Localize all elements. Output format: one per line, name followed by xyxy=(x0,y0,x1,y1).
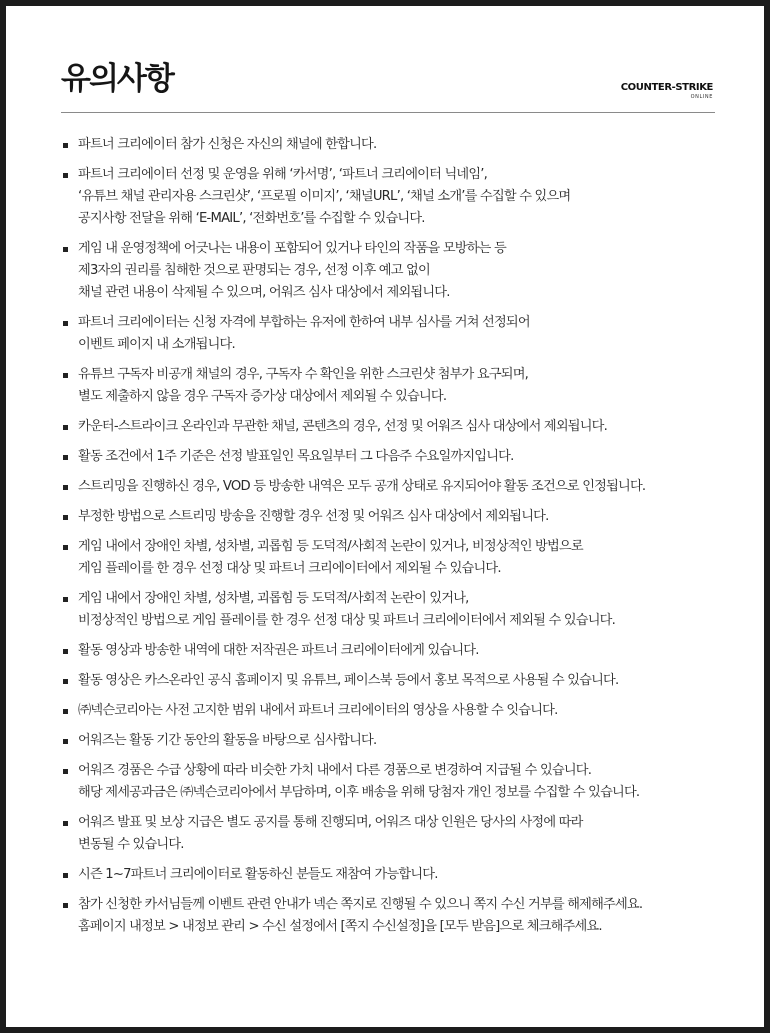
notice-item xyxy=(61,238,731,304)
bullet-square-icon xyxy=(63,455,68,460)
notice-text-line: 홈페이지 내정보 > 내정보 관리 > 수신 설정에서 [쪽지 수신설정]을 [모두 받음]으로 체크해주세요. xyxy=(78,919,602,934)
notice-item xyxy=(61,364,731,408)
notice-item xyxy=(61,894,731,938)
bullet-square-icon xyxy=(63,425,68,430)
bullet-square-icon xyxy=(63,821,68,826)
bullet-square-icon xyxy=(63,709,68,714)
notice-item xyxy=(61,536,731,580)
bullet-square-icon xyxy=(63,247,68,252)
notice-item xyxy=(61,670,731,692)
bullet-square-icon xyxy=(63,485,68,490)
notice-text-line: 채널 관련 내용이 삭제될 수 있으며, 어워즈 심사 대상에서 제외됩니다. xyxy=(78,285,450,300)
notice-text-line: 파트너 크리에이터 참가 신청은 자신의 채널에 한합니다. xyxy=(78,137,377,152)
notice-item xyxy=(61,416,731,438)
bullet-square-icon xyxy=(63,679,68,684)
bullet-square-icon xyxy=(63,373,68,378)
notice-item xyxy=(61,864,731,886)
bullet-square-icon xyxy=(63,173,68,178)
notice-item xyxy=(61,760,731,804)
notice-text-line: 비정상적인 방법으로 게임 플레이를 한 경우 선정 대상 및 파트너 크리에이터에서 제외될 수 있습니다. xyxy=(78,613,615,628)
counter-strike-online-logo xyxy=(591,82,715,104)
bullet-square-icon xyxy=(63,545,68,550)
notice-text-line: 스트리밍을 진행하신 경우, VOD 등 방송한 내역은 모두 공개 상태로 유지되어야 활동 조건으로 인정됩니다. xyxy=(78,479,646,494)
page-title: 유의사항 xyxy=(61,61,173,97)
notice-text-line: 변동될 수 있습니다. xyxy=(78,837,184,852)
notice-text-line: 제3자의 권리를 침해한 것으로 판명되는 경우, 선정 이후 예고 없이 xyxy=(78,263,430,278)
notice-text-line: 게임 플레이를 한 경우 선정 대상 및 파트너 크리에이터에서 제외될 수 있습니다. xyxy=(78,561,501,576)
notice-text-line: 활동 조건에서 1주 기준은 선정 발표일인 목요일부터 그 다음주 수요일까지입니다. xyxy=(78,449,514,464)
notice-text-line: 이벤트 페이지 내 소개됩니다. xyxy=(78,337,235,352)
notice-text-line: ㈜넥슨코리아는 사전 고지한 범위 내에서 파트너 크리에이터의 영상을 사용할 수 잇습니다. xyxy=(78,703,558,718)
notice-text-line: 활동 영상은 카스온라인 공식 홈페이지 및 유튜브, 페이스북 등에서 홍보 목적으로 사용될 수 있습니다. xyxy=(78,673,619,688)
bullet-square-icon xyxy=(63,597,68,602)
notice-item xyxy=(61,446,731,468)
bullet-square-icon xyxy=(63,739,68,744)
logo-wordmark: COUNTER-STRIKE xyxy=(620,82,713,93)
notice-panel xyxy=(6,6,764,1027)
notice-text-line: 파트너 크리에이터 선정 및 운영을 위해 ‘카서명’, ‘파트너 크리에이터 닉네임’, xyxy=(78,167,488,182)
notice-item xyxy=(61,640,731,662)
notice-text-line: 유튜브 구독자 비공개 채널의 경우, 구독자 수 확인을 위한 스크린샷 첨부가 요구되며, xyxy=(78,367,529,382)
notice-text-line: 어워즈 발표 및 보상 지급은 별도 공지를 통해 진행되며, 어워즈 대상 인원은 당사의 사정에 따라 xyxy=(78,815,583,830)
notice-text-line: 어워즈는 활동 기간 동안의 활동을 바탕으로 심사합니다. xyxy=(78,733,377,748)
notice-text-line: ‘유튜브 채널 관리자용 스크린샷’, ‘프로필 이미지’, ‘채널URL’, ‘채널 소개’를 수집할 수 있으며 xyxy=(78,189,571,204)
notice-text-line: 게임 내에서 장애인 차별, 성차별, 괴롭힘 등 도덕적/사회적 논란이 있거나, 비정상적인 방법으로 xyxy=(78,539,583,554)
notice-text-line: 해당 제세공과금은 ㈜넥슨코리아에서 부담하며, 이후 배송을 위해 당첨자 개인 정보를 수집할 수 있습니다. xyxy=(78,785,640,800)
notice-text-line: 활동 영상과 방송한 내역에 대한 저작권은 파트너 크리에이터에게 있습니다. xyxy=(78,643,479,658)
bullet-square-icon xyxy=(63,769,68,774)
notice-text-line: 파트너 크리에이터는 신청 자격에 부합하는 유저에 한하여 내부 심사를 거쳐 선정되어 xyxy=(78,315,530,330)
notice-item xyxy=(61,506,731,528)
bullet-square-icon xyxy=(63,649,68,654)
notice-text-line: 시즌 1~7파트너 크리에이터로 활동하신 분들도 재참여 가능합니다. xyxy=(78,867,438,882)
notice-text-line: 게임 내에서 장애인 차별, 성차별, 괴롭힘 등 도덕적/사회적 논란이 있거나, xyxy=(78,591,469,606)
bullet-square-icon xyxy=(63,143,68,148)
notice-item xyxy=(61,164,731,230)
notice-item xyxy=(61,312,731,356)
notice-item xyxy=(61,476,731,498)
notice-text-line: 공지사항 전달을 위해 ‘E-MAIL’, ‘전화번호’를 수집할 수 있습니다. xyxy=(78,211,425,226)
bullet-square-icon xyxy=(63,873,68,878)
notice-item xyxy=(61,812,731,856)
notice-text-line: 카운터-스트라이크 온라인과 무관한 채널, 콘텐츠의 경우, 선정 및 어워즈 심사 대상에서 제외됩니다. xyxy=(78,419,608,434)
bullet-square-icon xyxy=(63,903,68,908)
notice-item xyxy=(61,134,731,156)
notice-item xyxy=(61,700,731,722)
notice-text-line: 게임 내 운영정책에 어긋나는 내용이 포함되어 있거나 타인의 작품을 모방하는 등 xyxy=(78,241,506,256)
notice-text-line: 별도 제출하지 않을 경우 구독자 증가상 대상에서 제외될 수 있습니다. xyxy=(78,389,447,404)
bullet-square-icon xyxy=(63,515,68,520)
notice-text-line: 참가 신청한 카서님들께 이벤트 관련 안내가 넥슨 쪽지로 진행될 수 있으니 쪽지 수신 거부를 해제해주세요. xyxy=(78,897,643,912)
notice-text-line: 어워즈 경품은 수급 상황에 따라 비슷한 가치 내에서 다른 경품으로 변경하여 지급될 수 있습니다. xyxy=(78,763,592,778)
logo-subtitle: ONLINE xyxy=(690,94,713,100)
notice-item xyxy=(61,730,731,752)
notice-header xyxy=(61,58,715,113)
notice-item xyxy=(61,588,731,632)
notice-list xyxy=(61,134,731,946)
bullet-square-icon xyxy=(63,321,68,326)
notice-text-line: 부정한 방법으로 스트리밍 방송을 진행할 경우 선정 및 어워즈 심사 대상에서 제외됩니다. xyxy=(78,509,549,524)
